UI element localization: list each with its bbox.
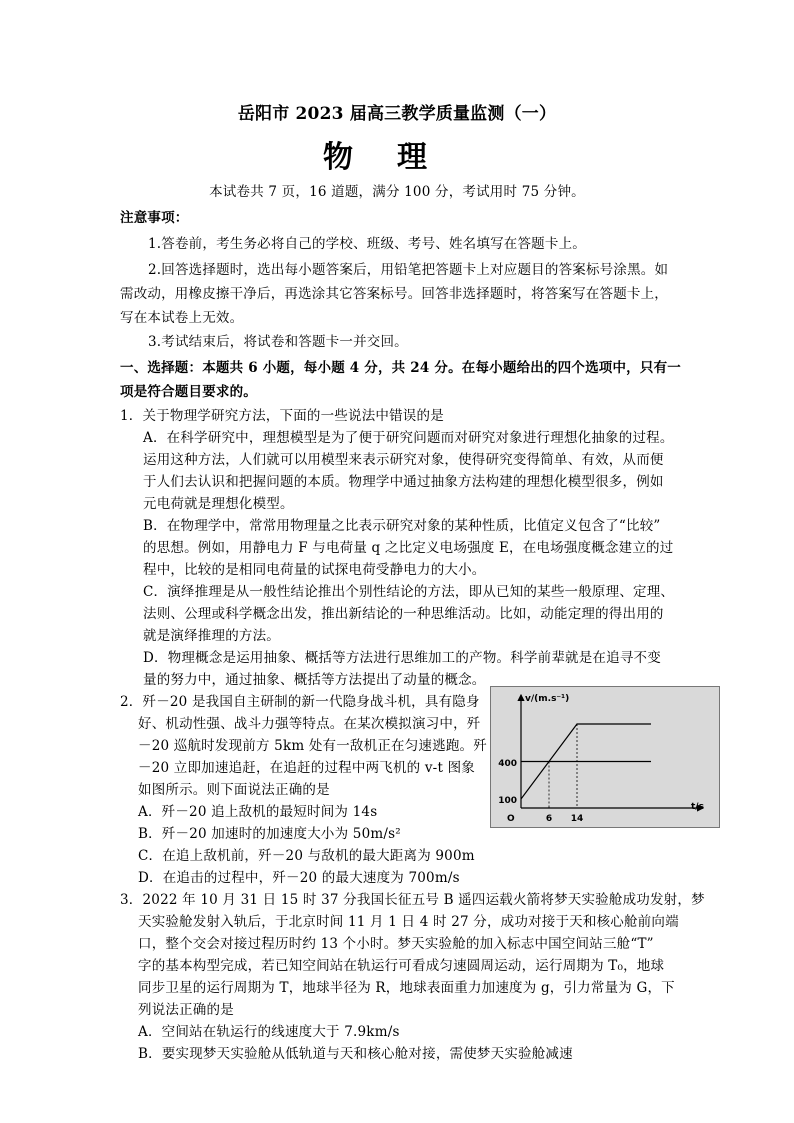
note-line: 1.答卷前，考生务必将自己的学校、班级、考号、姓名填写在答题卡上。 [148,236,586,252]
x-tick-label: 14 [570,814,584,824]
vt-graph [490,686,720,828]
notes-heading: 注意事项： [120,210,189,226]
question-1-line: 量的努力中，通过抽象、概括等方法提出了动量的概念。 [143,672,486,688]
question-2-option: A．歼－20 追上敌机的最短时间为 14s [138,804,378,820]
question-2-option: C．在追上敌机前，歼－20 与敌机的最大距离为 900m [138,848,475,864]
question-2-line: 如图所示。则下面说法正确的是 [138,782,330,798]
question-2-option: B．歼－20 加速时的加速度大小为 50m/s² [138,826,401,842]
section-heading: 项是符合题目要求的。 [120,384,257,400]
x-tick-label: 6 [545,814,553,824]
question-2-line: －20 立即加速追赶，在追赶的过程中两飞机的 v-t 图象 [138,760,475,776]
subject-title: 物理 [323,140,471,175]
question-3-option: A．空间站在轨运行的线速度大于 7.9km/s [138,1024,400,1040]
note-line: 2.回答选择题时，选出每小题答案后，用铅笔把答题卡上对应题目的答案标号涂黑。如 [148,262,669,278]
question-2-line: －20 巡航时发现前方 5km 处有一敌机正在匀速逃跑。歼 [138,738,487,754]
question-3-line: 字的基本构型完成，若已知空间站在轨运行可看成匀速圆周运动，运行周期为 T₀，地球 [138,958,665,974]
exam-title: 岳阳市 2023 届高三教学质量监测（一） [237,104,557,124]
note-line: 写在本试卷上无效。 [120,310,244,326]
question-3-line: 天实验舱发射入轨后，于北京时间 11 月 1 日 4 时 27 分，成功对接于天和核心舱前向端 [138,914,679,930]
question-1-line: C．演绎推理是从一般性结论推出个别性结论的方法，即从已知的某些一般原理、定理、 [143,584,675,600]
question-1-stem: 1．关于物理学研究方法，下面的一些说法中错误的是 [120,408,444,424]
question-3-line: 同步卫星的运行周期为 T，地球半径为 R，地球表面重力加速度为 g，引力常量为 G，下 [138,980,675,996]
y-tick-label: 100 [498,796,517,806]
question-1-line: 就是演绎推理的方法。 [143,628,280,644]
question-2-line: 2．歼－20 是我国自主研制的新一代隐身战斗机，具有隐身 [120,694,480,710]
question-3-line: 列说法正确的是 [138,1002,234,1018]
question-1-line: 程中，比较的是相同电荷量的试探电荷受静电力的大小。 [143,562,486,578]
question-1-line: 的思想。例如，用静电力 F 与电荷量 q 之比定义电场强度 E，在电场强度概念建立的过 [143,540,674,556]
question-1-line: D．物理概念是运用抽象、概括等方法进行思维加工的产物。科学前辈就是在追寻不变 [143,650,661,666]
question-2-line: 好、机动性强、战斗力强等特点。在某次模拟演习中，歼 [138,716,481,732]
question-2-option: D．在追击的过程中，歼－20 的最大速度为 700m/s [138,870,460,886]
question-1-line: 运用这种方法，人们就可以用模型来表示研究对象，使得研究变得简单、有效，从而便 [143,452,664,468]
question-1-line: 于人们去认识和把握问题的本质。物理学中通过抽象方法构建的理想化模型很多，例如 [143,474,664,490]
question-3-option: B．要实现梦天实验舱从低轨道与天和核心舱对接，需使梦天实验舱减速 [138,1046,573,1062]
note-line: 3.考试结束后，将试卷和答题卡一并交回。 [148,334,408,350]
question-1-line: 元电荷就是理想化模型。 [143,496,294,512]
question-3-line: 口，整个交会对接过程历时约 13 个小时。梦天实验舱的加入标志中国空间站三舱“T” [138,936,654,952]
section-heading: 一、选择题：本题共 6 小题，每小题 4 分，共 24 分。在每小题给出的四个选项中，只有一 [120,360,681,376]
question-3-line: 3．2022 年 10 月 31 日 15 时 37 分我国长征五号 B 遥四运载火箭将梦天实验舱成功发射，梦 [120,892,705,908]
question-1-line: A．在科学研究中，理想模型是为了便于研究问题而对研究对象进行理想化抽象的过程。 [143,430,674,446]
x-axis-label: t/s [691,802,704,812]
question-1-line: B．在物理学中，常常用物理量之比表示研究对象的某种性质，比值定义包含了“比较” [143,518,661,534]
exam-info: 本试卷共 7 页，16 道题，满分 100 分，考试用时 75 分钟。 [209,184,585,200]
origin-label: O [507,814,515,824]
question-1-line: 法则、公理或科学概念出发，推出新结论的一种思维活动。比如，动能定理的得出用的 [143,606,664,622]
y-axis-label: v/(m.s⁻¹) [525,694,570,704]
note-line: 需改动，用橡皮擦干净后，再选涂其它答案标号。回答非选择题时，将答案写在答题卡上， [120,286,668,302]
vt-graph-svg [491,687,719,827]
y-tick-label: 400 [498,759,517,769]
